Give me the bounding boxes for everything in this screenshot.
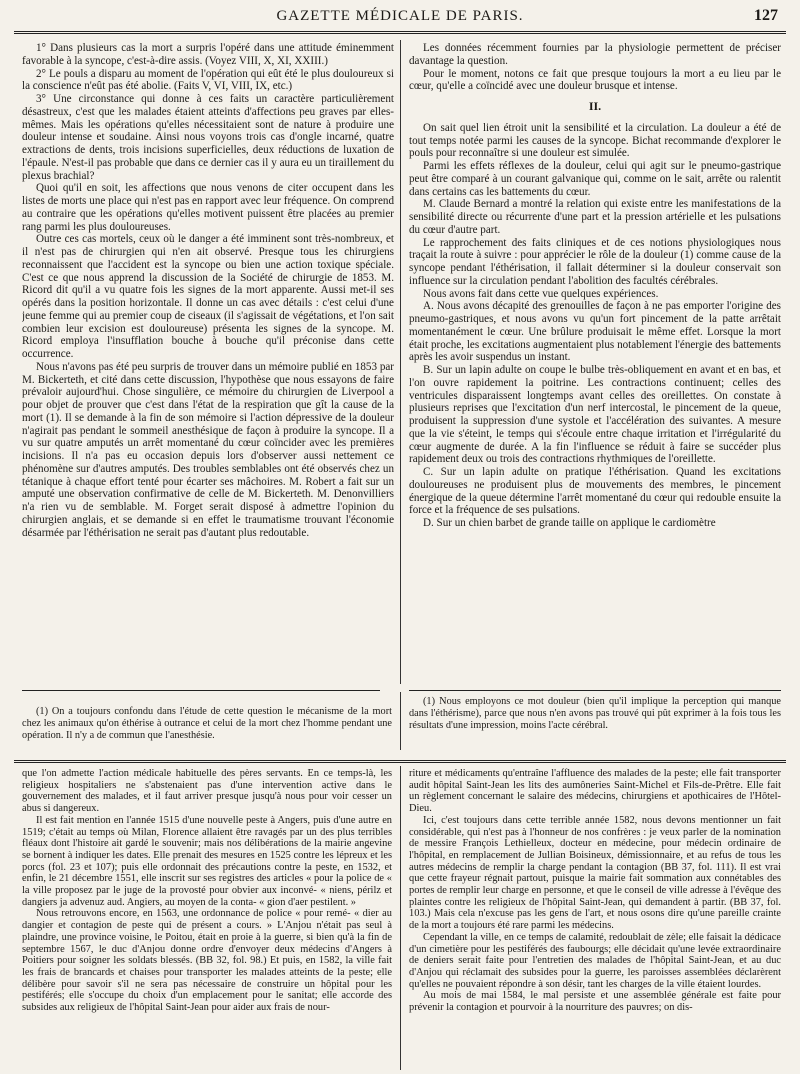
paragraph: Au mois de mai 1584, le mal persiste et une assemblée générale est faite pour prévenir la contagion et pourvoir à la nourriture des pauvres; on dis- [409, 990, 781, 1014]
paragraph: Le rapprochement des faits cliniques et de ces notions physiologiques nous traçait la route à suivre : pour apprécier le rôle de la douleur (1) comme cause de la syncope pendant l'éthérisation, il fallait déterminer si la douleur conservait son influence sur la circulation pendant l'abolition des facultés cérébrales. [409, 236, 781, 287]
paragraph: Il est fait mention en l'année 1515 d'une nouvelle peste à Angers, puis d'une autre en 1519; c'était au temps où Milan, Florence allaient être ravagés par un des plus terribles fléaux dont l'histoire ait gardé le souvenir; mais nos délibérations de la mairie angevine se bornent à indiquer les dates. Elle prenait des mesures en 1525 contre les lépreux et les porcs (fol. 23 et 107); puis elle ordonnait des précautions contre la peste, en 1532, et enfin, le 21 décembre 1551, elle inscrit sur ses registres des articles « pour la police de « la ville proposez par le juge de la provosté pour obvier aux inconvé- « niens, périlz et dangiers ja advenuz aud. Angiers, au moyen de la conta- « gion d'aer pestilent. » [22, 814, 392, 908]
column-divider [400, 40, 401, 684]
journal-title: GAZETTE MÉDICALE DE PARIS. [276, 8, 524, 24]
feuilleton-right-column [409, 768, 781, 1068]
paragraph: Nous avons fait dans cette vue quelques expériences. [423, 287, 659, 300]
paragraph: Parmi les effets réflexes de la douleur, celui qui agit sur le pneumo-gastrique peut être comparé à un courant galvanique qui, comme on le sait, arrête ou ralentit dans certains cas les battements du cœur. [409, 160, 781, 198]
feuilleton-left-column [22, 768, 392, 1068]
paragraph: Cependant la ville, en ce temps de calamité, redoublait de zèle; elle faisait la dédicace d'un cimetière pour les pestiférés des faubourgs; elle décidait qu'une levée extraordinaire de deniers serait faite pour l'entretien des malades de l'hôpital Saint-Jean, et au duc d'Anjou qui réclamait des subsides pour la guerre, les paroisses assemblées déclarèrent qu'elles ne pouvaient répondre à son désir, tant les charges de la ville étaient lourdes. [409, 931, 781, 990]
feuilleton-divider [400, 766, 401, 1070]
footnote-text: (1) Nous employons ce mot douleur (bien qu'il implique la perception qui manque dans l'éthérisme), parce que nous n'en avons pas trouvé qui pût exprimer à la fois tous les résultats d'une impression, moins l'acte cérébral. [409, 696, 781, 731]
footnote-rule-left [22, 690, 380, 691]
section-separator [14, 760, 786, 763]
paragraph: Ici, c'est toujours dans cette terrible année 1582, nous devons mentionner un fait considérable, qui n'est pas à l'honneur de nos confrères : je veux parler de la nomination de messire François Lethielleux, docteur en médecine, pour médecin ordinaire de l'hôpital, en remplacement de Jullian Boisineux, démissionnaire, et au refus de tous les autres médecins de remplir la charge pendant la contagion (BB 37, fol. 111). Il est vrai que cette frayeur régnait partout, puisque la mairie fait sommation aux connétables des portes de remplir leur charge en personne, et que le conseil de ville adresse à l'évêque des plaintes contre les religieux de l'hôpital Saint-Jean, qui demandent à partir. (BB 37, fol. 103.) Mais cela n'excuse pas les gens de l'art, et nous osons dire qu'une pareille crainte de la mort a toujours été rare parmi les médecins. [409, 814, 781, 932]
article-left-column [22, 42, 394, 682]
paragraph: A. Nous avons décapité des grenouilles de façon à ne pas emporter l'origine des pneumo-gastriques, et nous avons vu qu'un fort pincement de la patte arrêtait momentanément le cœur. Une brûlure produisait le même effet. Lorsque la mort était proche, les excitations augmentaient plus notablement l'énergie des battements après les avoir suspendus un instant. [409, 300, 781, 364]
page-header [10, 6, 790, 28]
paragraph: Quoi qu'il en soit, les affections que nous venons de citer occupent dans les listes de morts une place qui n'est pas en rapport avec leur fréquence. On comprend au contraire que les opérations qu'elles motivent puissent être placées au premier rang parmi les plus douloureuses. [22, 182, 394, 233]
paragraph: Outre ces cas mortels, ceux où le danger a été imminent sont très-nombreux, et il n'est pas de chirurgien qui n'en ait observé. Presque tous les chirurgiens reconnaissent que l'accident est la syncope ou bien une action toxique spéciale. C'est ce que nous apprend la discussion de la Société de chirurgie de 1853. M. Ricord dit qu'il a vu quatre fois les signes de la mort apparente. Aussi met-il ses opérés dans la position horizontale. Il donne un cas avec détails : c'est celui d'une jeune femme qui au premier coup de ciseaux (il s'agissait de végétations, et l'on sait combien leur excision est douloureuse) présenta les signes de la syncope. M. Ricord employa l'insufflation bouche à bouche qu'il préconise dans cette occurrence. [22, 233, 394, 360]
header-rule [14, 31, 786, 34]
paragraph: Nous retrouvons encore, en 1563, une ordonnance de police « pour remé- « dier au dangier et contagion de peste qui de présent a cours. » L'Anjou n'était pas seul à plaindre, une province voisine, le Poitou, était en proie à la guerre, si bien qu'à la fin de septembre 1567, le duc d'Anjou donne ordre d'envoyer deux médecins d'Angers à Poitiers pour soigner les soldats blessés. (BB 32, fol. 98.) Et puis, en 1582, la ville fait les frais de brancards et chaises pour transporter les malades atteints de la peste; elle délibère pour savoir s'il ne sera pas nécessaire de construire un hôpital pour les pestiférés; elle s'occupe du choix d'un emplacement pour le sanitat; elle accorde des subsides aux religieux de l'hôpital Saint-Jean pour aider aux frais de nour- [22, 908, 392, 1014]
paragraph: 3° Une circonstance qui donne à ces faits un caractère particulièrement désastreux, c'est que les malades étaient atteints d'affections peu graves par elles-mêmes. Mais les opérations qu'elles nécessitaient sont de nature à produire une douleur intense et soudaine. Ainsi nous voyons trois cas d'ongle incarné, quatre extractions de dents, trois incisions superficielles, deux réductions de luxation de l'épaule. N'est-il pas probable que dans ce dernier cas il y aura eu un tiraillement du plexus brachial? [22, 93, 394, 182]
paragraph: Les données récemment fournies par la physiologie permettent de préciser davantage la question. [409, 42, 781, 67]
paragraph: 2° Le pouls a disparu au moment de l'opération qui eût été le plus douloureux si la conscience n'eût pas été abolie. (Faits V, VI, VIII, IX, etc.) [22, 67, 394, 93]
paragraph: C. Sur un lapin adulte on pratique l'éthérisation. Quand les excitations douloureuses ne produisent plus de mouvements des membres, le pincement énergique de la queue détermine l'arrêt momentané du cœur qui redouble ensuite la force et la fréquence de ses pulsations. [409, 466, 781, 517]
paragraph: riture et médicaments qu'entraîne l'affluence des malades de la peste; elle fait transporter audit hôpital Saint-Jean les lits des aumôneries Saint-Michel et Fils-de-Prêtre. Elle fait un règlement concernant le salaire des médecins, chirurgiens et apothicaires de l'Hôtel-Dieu. [409, 768, 781, 815]
footnote-rule-right [409, 690, 781, 691]
paragraph: On sait quel lien étroit unit la sensibilité et la circulation. La douleur a été de tout temps notée parmi les causes de la syncope. Bichat recommande d'explorer le pouls pour reconnaître si une douleur est simulée. [409, 121, 781, 160]
section-heading: II. [588, 99, 602, 113]
footnote-divider [400, 692, 401, 750]
article-right-column [409, 42, 781, 682]
page-number: 127 [754, 7, 778, 24]
paragraph: 1° Dans plusieurs cas la mort a surpris l'opéré dans une attitude éminemment favorable à la syncope, c'est-à-dire assis. (Voyez VIII, X, XI, XXIII.) [22, 42, 394, 67]
paragraph: Pour le moment, notons ce fait que presque toujours la mort a eu lieu par le cœur, qu'elle a coïncidé avec une douleur brusque et intense. [409, 67, 781, 93]
footnote-text: (1) On a toujours confondu dans l'étude de cette question le mécanisme de la mort chez les animaux qu'on éthérise à outrance et celui de la mort chez l'homme pendant une opération. Il n'y a de commun que l'anesthésie. [22, 706, 392, 741]
paragraph: que l'on admette l'action médicale habituelle des pères servants. En ce temps-là, les religieux hospitaliers ne s'abstenaient pas d'une intervention active dans le gouvernement des malades, et il faut arriver presque jusqu'à nous pour voir cesser un abus si dangereux. [22, 768, 392, 815]
footnote-right [409, 696, 781, 732]
footnote-left [22, 706, 392, 742]
paragraph: M. Claude Bernard a montré la relation qui existe entre les manifestations de la sensibilité directe ou récurrente d'une part et la pression artérielle et les pulsations du cœur d'autre part. [409, 198, 781, 236]
paragraph: B. Sur un lapin adulte on coupe le bulbe très-obliquement en avant et en bas, et l'on ouvre rapidement la poitrine. Les contractions continuent; celles des ventricules disparaissent longtemps avant celles des oreillettes. On constate à plusieurs reprises que l'excitation d'un nerf intercostal, le pincement de la queue, produisent la suppression d'une systole et l'accélération des suivantes. A mesure que la vie s'éteint, le temps qui s'écoule entre chaque irritation et l'irrégularité du cœur augmente de durée. A la fin l'influence se réduit à faire se succéder plus rapidement deux ou trois des contractions rhythmiques de l'oreillette. [409, 364, 781, 466]
paragraph: Nous n'avons pas été peu surpris de trouver dans un mémoire publié en 1853 par M. Bickerteth, et cité dans cette discussion, l'hypothèse que nous essayons de faire prévaloir aujourd'hui. Chose singulière, ce mémoire du chirurgien de Liverpool a pour objet de prouver que c'est dans l'état de la respiration que gît la cause de la mort (1). Il se demande à la fin de son mémoire si l'action dépressive de la douleur n'agirait pas pendant le sommeil anesthésique de façon à produire la syncope. Il a vu sur quatre amputés un arrêt momentané du cœur coïncider avec les premières incisions. Il n'a pas eu occasion depuis lors d'observer aussi nettement ce phénomène sur d'autres amputés. Des troubles semblables ont été observés chez un tétanique à chaque effort tenté pour écarter ses mâchoires. M. Robert a fait sur un amputé une observation confirmative de celle de M. Bickerteth. M. Denonvilliers n'a rien vu de semblable. M. Forget serait disposé à admettre l'opinion du chirurgien anglais, et se demande si en effet le traumatisme trouvant l'économie désarmée par l'éthérisation ne serait pas d'autant plus redoutable. [22, 360, 394, 539]
paragraph: D. Sur un chien barbet de grande taille on applique le cardiomètre [423, 517, 716, 529]
